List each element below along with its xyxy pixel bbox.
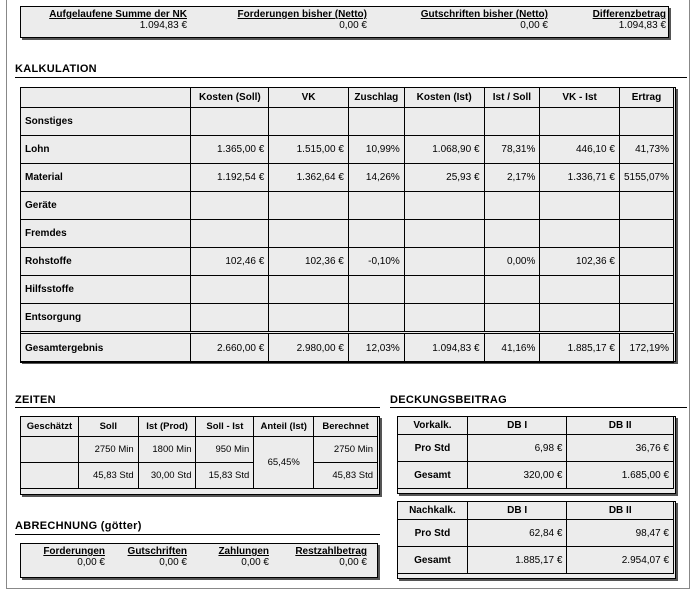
- abrechnung-label: Restzahlbetrag: [295, 546, 367, 557]
- table-cell: [404, 276, 484, 304]
- table-row: [21, 108, 674, 136]
- table-cell: [540, 304, 620, 333]
- table-cell: [21, 463, 79, 489]
- header-cell: Geschätzt: [21, 417, 79, 437]
- table-cell: 6,98 €: [467, 435, 567, 462]
- abrechnung-box: [20, 543, 378, 578]
- header-cell: Ertrag: [619, 88, 673, 108]
- table-cell: [191, 108, 269, 136]
- table-cell: 1.515,00 €: [269, 136, 349, 164]
- table-cell: [404, 192, 484, 220]
- summary-aufgelaufene: [37, 9, 187, 31]
- kalkulation-rule: [15, 77, 687, 78]
- table-cell: [619, 192, 673, 220]
- table-cell: [269, 304, 349, 333]
- table-cell: 15,83 Std: [196, 463, 254, 489]
- table-cell: 41,16%: [484, 333, 540, 363]
- table-cell: 5155,07%: [619, 164, 673, 192]
- deckung-title: DECKUNGSBEITRAG: [390, 394, 507, 406]
- row-label: Pro Std: [398, 520, 468, 547]
- row-label: Sonstiges: [21, 108, 191, 136]
- row-label: Gesamt: [398, 547, 468, 574]
- table-cell: 2750 Min: [78, 437, 138, 463]
- table-cell: 320,00 €: [467, 462, 567, 489]
- table-row: [21, 463, 378, 489]
- abrechnung-value: 0,00 €: [77, 557, 105, 568]
- kalkulation-header-row: [21, 88, 674, 108]
- table-cell: 1.885,17 €: [540, 333, 620, 363]
- zeiten-title: ZEITEN: [15, 394, 56, 406]
- summary-value: 0,00 €: [520, 20, 548, 31]
- header-cell: DB II: [567, 502, 674, 520]
- table-cell: 30,00 Std: [138, 463, 196, 489]
- zeiten-rule: [15, 407, 380, 408]
- total-row: [21, 333, 674, 363]
- zeiten-header-row: [21, 417, 378, 437]
- table-row: [21, 304, 674, 333]
- table-cell: [404, 304, 484, 333]
- table-cell: 1800 Min: [138, 437, 196, 463]
- header-cell: Soll - Ist: [196, 417, 254, 437]
- header-cell: Berechnet: [314, 417, 378, 437]
- table-cell: [484, 108, 540, 136]
- table-cell: 1.685,00 €: [567, 462, 674, 489]
- abrechnung-value: 0,00 €: [339, 557, 367, 568]
- table-cell: [191, 276, 269, 304]
- table-cell: [191, 192, 269, 220]
- table-cell: 25,93 €: [404, 164, 484, 192]
- anteil-cell: 65,45%: [254, 437, 314, 489]
- table-cell: 446,10 €: [540, 136, 620, 164]
- deckung-rule: [390, 407, 687, 408]
- table-cell: 1.336,71 €: [540, 164, 620, 192]
- table-cell: 12,03%: [348, 333, 404, 363]
- table-cell: 98,47 €: [567, 520, 674, 547]
- header-cell: Zuschlag: [348, 88, 404, 108]
- row-label: Pro Std: [398, 435, 468, 462]
- header-cell: DB II: [567, 417, 674, 435]
- table-cell: 41,73%: [619, 136, 673, 164]
- table-cell: 62,84 €: [467, 520, 567, 547]
- vorkalk-table: [397, 416, 674, 489]
- table-cell: [21, 437, 79, 463]
- table-cell: [348, 304, 404, 333]
- abrechnung-value: 0,00 €: [159, 557, 187, 568]
- table-cell: [191, 220, 269, 248]
- zeiten-table: [20, 416, 378, 489]
- table-cell: [484, 276, 540, 304]
- table-cell: 0,00%: [484, 248, 540, 276]
- table-cell: [484, 304, 540, 333]
- summary-label: Gutschriften bisher (Netto): [420, 9, 548, 20]
- table-row: [398, 462, 674, 489]
- row-label: Geräte: [21, 192, 191, 220]
- table-cell: [404, 248, 484, 276]
- zeiten-box: [20, 416, 380, 495]
- kalkulation-title: KALKULATION: [15, 63, 97, 75]
- table-cell: 1.362,64 €: [269, 164, 349, 192]
- table-row: [21, 192, 674, 220]
- table-cell: [348, 108, 404, 136]
- vorkalk-header-row: [398, 417, 674, 435]
- table-row: [21, 248, 674, 276]
- table-cell: 45,83 Std: [78, 463, 138, 489]
- table-row: [21, 164, 674, 192]
- table-cell: [269, 108, 349, 136]
- row-label: Entsorgung: [21, 304, 191, 333]
- header-cell: Nachkalk.: [398, 502, 468, 520]
- abrechnung-rule: [15, 534, 380, 535]
- table-cell: 36,76 €: [567, 435, 674, 462]
- abrechnung-label: Forderungen: [43, 546, 105, 557]
- summary-value: 1.094,83 €: [139, 20, 187, 31]
- table-cell: 78,31%: [484, 136, 540, 164]
- table-row: [398, 435, 674, 462]
- header-cell: Kosten (Soll): [191, 88, 269, 108]
- summary-forderungen: [221, 9, 367, 31]
- table-cell: [269, 192, 349, 220]
- table-cell: 1.094,83 €: [404, 333, 484, 363]
- table-cell: [348, 192, 404, 220]
- summary-label: Differenzbetrag: [592, 9, 666, 20]
- vorkalk-box: [397, 416, 676, 494]
- abrechnung-value: 0,00 €: [241, 557, 269, 568]
- table-cell: 102,46 €: [191, 248, 269, 276]
- table-cell: [540, 276, 620, 304]
- table-row: [398, 547, 674, 574]
- table-row: [398, 520, 674, 547]
- table-cell: 2.980,00 €: [269, 333, 349, 363]
- summary-label: Aufgelaufene Summe der NK: [49, 9, 187, 20]
- summary-gutschriften: [401, 9, 548, 31]
- table-row: [21, 437, 378, 463]
- header-cell: [21, 88, 191, 108]
- header-cell: Ist (Prod): [138, 417, 196, 437]
- table-cell: [540, 220, 620, 248]
- row-label: Material: [21, 164, 191, 192]
- table-cell: [348, 276, 404, 304]
- table-cell: 2.660,00 €: [191, 333, 269, 363]
- table-cell: 172,19%: [619, 333, 673, 363]
- abrechnung-forderungen: [29, 546, 105, 568]
- row-label: Fremdes: [21, 220, 191, 248]
- table-cell: [484, 220, 540, 248]
- row-label: Gesamtergebnis: [21, 333, 191, 363]
- table-cell: [269, 276, 349, 304]
- table-cell: [404, 220, 484, 248]
- table-cell: 2.954,07 €: [567, 547, 674, 574]
- table-cell: [540, 108, 620, 136]
- table-cell: 1.365,00 €: [191, 136, 269, 164]
- abrechnung-label: Zahlungen: [218, 546, 269, 557]
- summary-box: [20, 6, 669, 38]
- header-cell: Vorkalk.: [398, 417, 468, 435]
- row-label: Rohstoffe: [21, 248, 191, 276]
- abrechnung-zahlungen: [197, 546, 269, 568]
- kalkulation-table: [20, 87, 674, 363]
- row-label: Gesamt: [398, 462, 468, 489]
- header-cell: VK - Ist: [540, 88, 620, 108]
- summary-value: 1.094,83 €: [618, 20, 666, 31]
- header-cell: DB I: [467, 502, 567, 520]
- table-row: [21, 136, 674, 164]
- table-cell: [191, 304, 269, 333]
- nachkalk-box: [397, 501, 676, 579]
- nachkalk-header-row: [398, 502, 674, 520]
- header-cell: Kosten (Ist): [404, 88, 484, 108]
- header-cell: DB I: [467, 417, 567, 435]
- table-cell: [540, 192, 620, 220]
- abrechnung-restzahlbetrag: [279, 546, 367, 568]
- abrechnung-title: ABRECHNUNG (götter): [15, 520, 142, 532]
- summary-value: 0,00 €: [339, 20, 367, 31]
- row-label: Hilfsstoffe: [21, 276, 191, 304]
- kalkulation-box: [20, 87, 676, 362]
- header-cell: Anteil (Ist): [254, 417, 314, 437]
- row-label: Lohn: [21, 136, 191, 164]
- table-cell: 10,99%: [348, 136, 404, 164]
- table-row: [21, 276, 674, 304]
- table-cell: 950 Min: [196, 437, 254, 463]
- table-cell: 1.068,90 €: [404, 136, 484, 164]
- table-cell: 1.885,17 €: [467, 547, 567, 574]
- table-cell: 102,36 €: [269, 248, 349, 276]
- table-cell: 102,36 €: [540, 248, 620, 276]
- table-cell: -0,10%: [348, 248, 404, 276]
- table-cell: [619, 108, 673, 136]
- table-cell: 14,26%: [348, 164, 404, 192]
- table-cell: 2750 Min: [314, 437, 378, 463]
- nachkalk-table: [397, 501, 674, 574]
- table-cell: [619, 304, 673, 333]
- abrechnung-label: Gutschriften: [127, 546, 187, 557]
- abrechnung-gutschriften: [113, 546, 187, 568]
- header-cell: Ist / Soll: [484, 88, 540, 108]
- table-cell: [619, 220, 673, 248]
- table-cell: [348, 220, 404, 248]
- summary-label: Forderungen bisher (Netto): [237, 9, 367, 20]
- table-cell: [404, 108, 484, 136]
- header-cell: VK: [269, 88, 349, 108]
- header-cell: Soll: [78, 417, 138, 437]
- table-row: [21, 220, 674, 248]
- summary-differenz: [576, 9, 666, 31]
- table-cell: 2,17%: [484, 164, 540, 192]
- table-cell: [619, 248, 673, 276]
- table-cell: [619, 276, 673, 304]
- table-cell: 1.192,54 €: [191, 164, 269, 192]
- table-cell: [269, 220, 349, 248]
- table-cell: 45,83 Std: [314, 463, 378, 489]
- table-cell: [484, 192, 540, 220]
